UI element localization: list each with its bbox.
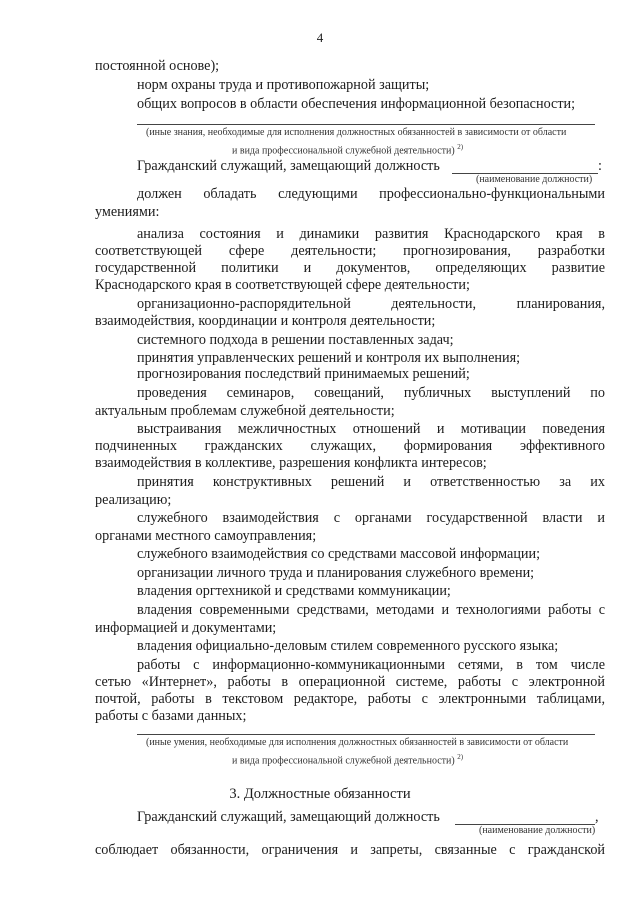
text-line: подчиненных гражданских служащих, формирования эффективного xyxy=(95,438,605,454)
text-line: взаимодействия, координации и контроля деятельности; xyxy=(95,313,436,329)
text-line: общих вопросов в области обеспечения информационной безопасности; xyxy=(137,96,576,112)
text-line: организации личного труда и планирования служебного времени; xyxy=(137,565,535,581)
blank-underline xyxy=(137,734,595,735)
text-line: служебного взаимодействия с органами государственной власти и xyxy=(137,510,605,526)
text-line: почтой, работы в текстовом редакторе, работы с электронными таблицами, xyxy=(95,691,605,707)
note-text: и вида профессиональной служебной деятельности) $^{2)}$ xyxy=(232,143,464,157)
text-line: системного подхода в решении поставленных задач; xyxy=(137,332,454,348)
text-line: владения официально-деловым стилем современного русского языка; xyxy=(137,638,559,654)
note-text: (иные знания, необходимые для исполнения должностных обязанностей в зависимости от области xyxy=(146,127,567,138)
text-line: организационно-распорядительной деятельности, планирования, xyxy=(137,296,605,312)
text-line: постоянной основе); xyxy=(95,58,220,74)
text-line: умениями: xyxy=(95,204,160,220)
note-text: и вида профессиональной служебной деятельности) $^{2)}$ xyxy=(232,753,464,767)
text-line: норм охраны труда и противопожарной защиты; xyxy=(137,77,430,93)
text-line: принятия конструктивных решений и ответственностью за их xyxy=(137,474,605,490)
blank-underline xyxy=(137,124,595,125)
text-line: органами местного самоуправления; xyxy=(95,528,317,544)
text-line: взаимодействия в коллективе, разрешения конфликта интересов; xyxy=(95,455,487,471)
text-line: сетью «Интернет», работы в операционной системе, работы с электронной xyxy=(95,674,605,690)
text-line: прогнозирования последствий принимаемых решений; xyxy=(137,366,470,382)
text-line: соответствующей сфере деятельности; прогнозирования, разработки xyxy=(95,243,605,259)
note-text: (иные умения, необходимые для исполнения должностных обязанностей в зависимости от области xyxy=(146,737,569,748)
punctuation: : xyxy=(598,158,602,174)
position-caption: (наименование должности) xyxy=(476,174,593,185)
text-line: служебного взаимодействия со средствами массовой информации; xyxy=(137,546,541,562)
text-line: выстраивания межличностных отношений и мотивации поведения xyxy=(137,421,605,437)
position-intro: Гражданский служащий, замещающий должность xyxy=(137,158,440,174)
text-line: владения современными средствами, методами и технологиями работы с xyxy=(137,602,605,618)
page-number: 4 xyxy=(316,30,324,45)
position-caption: (наименование должности) xyxy=(479,825,596,836)
text-line: работы с информационно-коммуникационными сетями, в том числе xyxy=(137,657,605,673)
section-heading: 3. Должностные обязанности xyxy=(229,786,411,802)
text-line: государственной политики и документов, определяющих развитие xyxy=(95,260,605,276)
text-line: работы с базами данных; xyxy=(95,708,247,724)
text-line: соблюдает обязанности, ограничения и запреты, связанные с гражданской xyxy=(95,842,605,858)
text-line: актуальным проблемам служебной деятельности; xyxy=(95,403,395,419)
text-line: информацией и документами; xyxy=(95,620,277,636)
text-line: проведения семинаров, совещаний, публичных выступлений по xyxy=(137,385,605,401)
text-line: принятия управленческих решений и контроля их выполнения; xyxy=(137,350,521,366)
text-line: реализацию; xyxy=(95,492,172,508)
text-line: Краснодарского края в соответствующей сфере деятельности; xyxy=(95,277,470,293)
text-line: владения оргтехникой и средствами коммуникации; xyxy=(137,583,451,599)
position-intro: Гражданский служащий, замещающий должность xyxy=(137,809,440,825)
punctuation: , xyxy=(595,809,599,825)
text-line: должен обладать следующими профессионально-функциональными xyxy=(137,186,605,202)
text-line: анализа состояния и динамики развития Краснодарского края в xyxy=(137,226,605,242)
